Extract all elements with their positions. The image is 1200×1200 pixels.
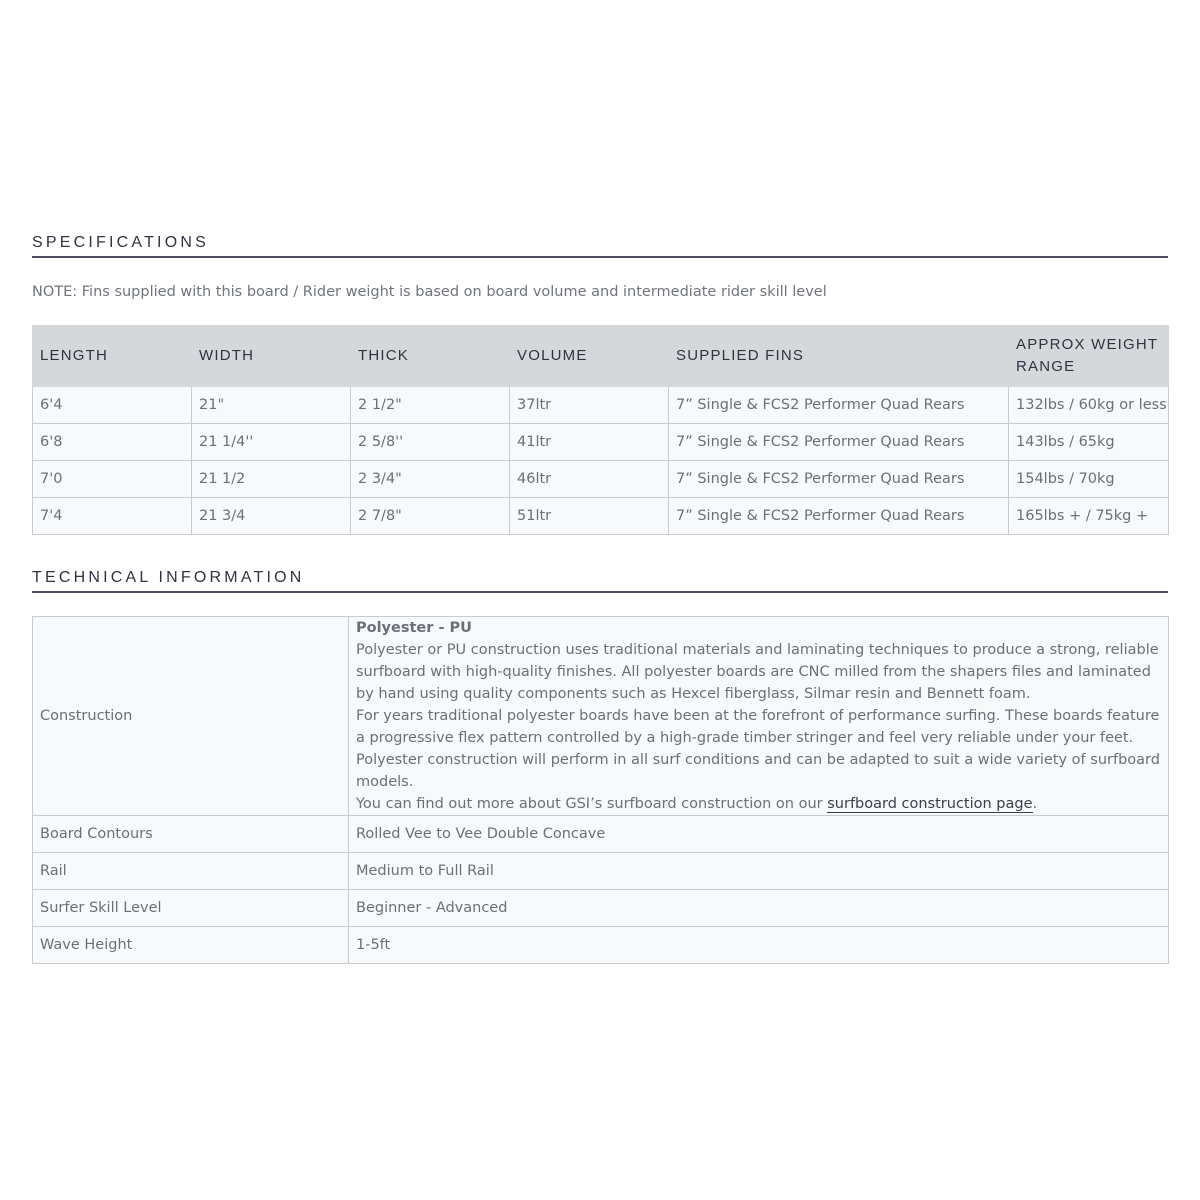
construction-link-suffix: . (1032, 796, 1038, 812)
header-length: LENGTH (33, 326, 192, 387)
cell-thick: 2 1/2" (351, 387, 510, 424)
table-row (33, 424, 1169, 461)
cell-volume: 51ltr (510, 498, 669, 535)
row-value: Rolled Vee to Vee Double Concave (349, 816, 1169, 853)
header-supplied-fins: SUPPLIED FINS (669, 326, 1009, 387)
cell-volume: 37ltr (510, 387, 669, 424)
table-row (33, 927, 1169, 964)
row-label-construction: Construction (33, 617, 349, 816)
construction-paragraph: Polyester or PU construction uses traditional materials and laminating techniques to produce a strong, reliable surfboard with high-quality finishes. All polyester boards are CNC milled from the shapers files and laminated by hand using quality components such as Hexcel fiberglass, Silmar resin and Bennett foam. (356, 642, 1159, 702)
cell-length: 7'0 (33, 461, 192, 498)
construction-details (349, 617, 1169, 816)
table-header-row (33, 326, 1169, 387)
cell-thick: 2 3/4" (351, 461, 510, 498)
header-volume: VOLUME (510, 326, 669, 387)
construction-heading: Polyester - PU (356, 620, 472, 636)
row-value: 1-5ft (349, 927, 1169, 964)
specifications-note: NOTE: Fins supplied with this board / Rider weight is based on board volume and intermediate rider skill level (32, 284, 827, 300)
row-label: Rail (33, 853, 349, 890)
cell-weight: 143lbs / 65kg (1009, 424, 1169, 461)
row-value: Beginner - Advanced (349, 890, 1169, 927)
construction-paragraph: For years traditional polyester boards have been at the forefront of performance surfing. These boards feature a progressive flex pattern controlled by a high-grade timber stringer and feel very reliable under your feet. Polyester construction will perform in all surf conditions and can be adapted to suit a wide variety of surfboard models. (356, 708, 1160, 790)
table-row (33, 853, 1169, 890)
header-thick: THICK (351, 326, 510, 387)
cell-width: 21 3/4 (192, 498, 351, 535)
technical-information-title: TECHNICAL INFORMATION (32, 568, 1168, 593)
cell-length: 6'4 (33, 387, 192, 424)
cell-fins: 7” Single & FCS2 Performer Quad Rears (669, 387, 1009, 424)
table-row (33, 890, 1169, 927)
construction-paragraph (356, 793, 1161, 815)
cell-width: 21 1/2 (192, 461, 351, 498)
table-row (33, 617, 1169, 816)
row-label: Board Contours (33, 816, 349, 853)
cell-length: 6'8 (33, 424, 192, 461)
row-label: Surfer Skill Level (33, 890, 349, 927)
cell-fins: 7” Single & FCS2 Performer Quad Rears (669, 424, 1009, 461)
technical-information-table (32, 616, 1169, 964)
cell-weight: 132lbs / 60kg or less (1009, 387, 1169, 424)
cell-volume: 46ltr (510, 461, 669, 498)
cell-width: 21" (192, 387, 351, 424)
table-row (33, 461, 1169, 498)
row-label: Wave Height (33, 927, 349, 964)
table-row (33, 498, 1169, 535)
table-row (33, 387, 1169, 424)
cell-length: 7'4 (33, 498, 192, 535)
header-width: WIDTH (192, 326, 351, 387)
surfboard-construction-link[interactable]: surfboard construction page (827, 796, 1033, 812)
row-value: Medium to Full Rail (349, 853, 1169, 890)
cell-fins: 7” Single & FCS2 Performer Quad Rears (669, 461, 1009, 498)
cell-thick: 2 5/8'' (351, 424, 510, 461)
header-weight-range: APPROX WEIGHT RANGE (1009, 326, 1169, 387)
specifications-title: SPECIFICATIONS (32, 233, 1168, 258)
cell-volume: 41ltr (510, 424, 669, 461)
cell-width: 21 1/4'' (192, 424, 351, 461)
construction-link-prefix: You can find out more about GSI’s surfboard construction on our (356, 796, 828, 812)
cell-weight: 154lbs / 70kg (1009, 461, 1169, 498)
specifications-table (32, 325, 1169, 535)
cell-thick: 2 7/8" (351, 498, 510, 535)
table-row (33, 816, 1169, 853)
cell-fins: 7” Single & FCS2 Performer Quad Rears (669, 498, 1009, 535)
cell-weight: 165lbs + / 75kg + (1009, 498, 1169, 535)
